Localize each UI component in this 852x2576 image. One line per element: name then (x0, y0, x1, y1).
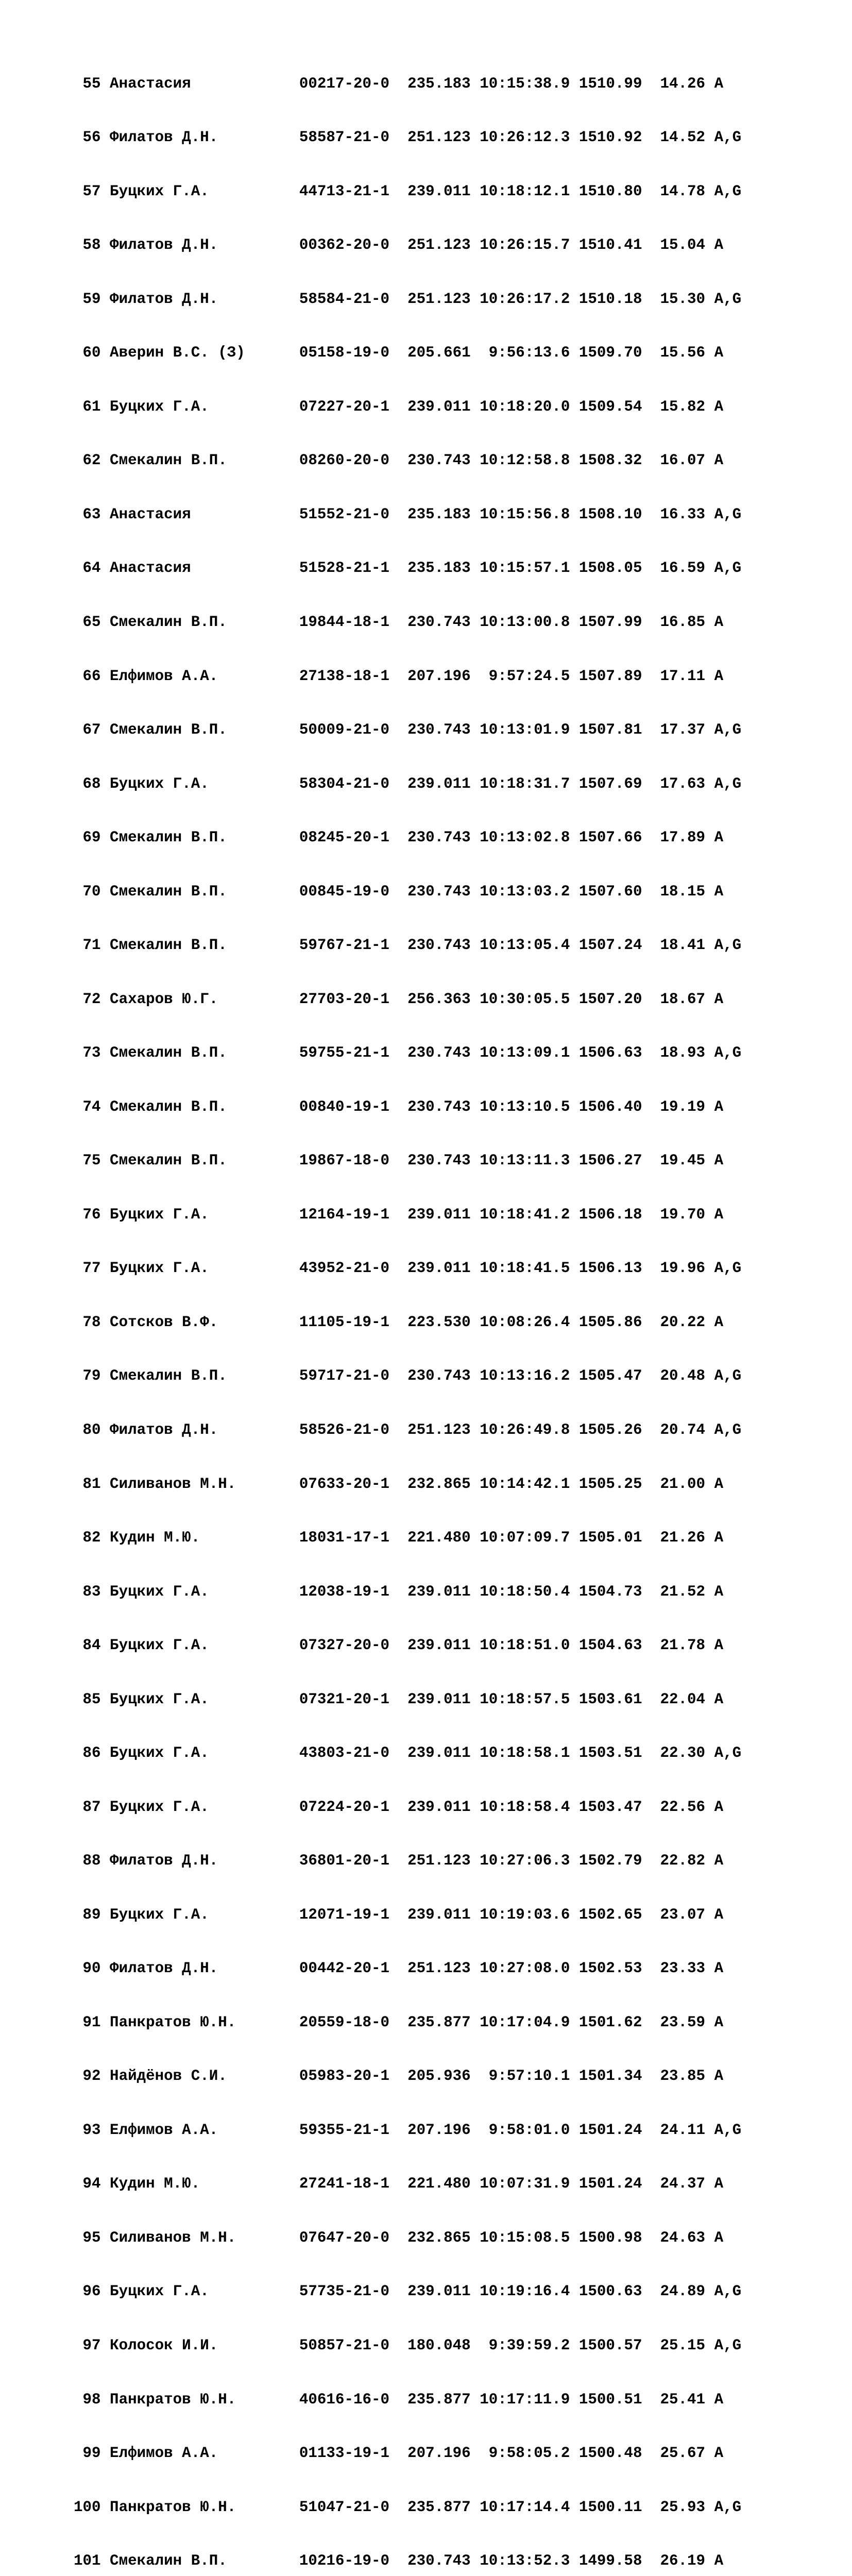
table-row: 77 Буцких Г.А. 43952-21-0 239.011 10:18:41.5 1506.13 19.96 A,G (74, 1260, 742, 1277)
table-row: 72 Сахаров Ю.Г. 27703-20-1 256.363 10:30:05.5 1507.20 18.67 A (74, 990, 724, 1008)
table-row: 84 Буцких Г.А. 07327-20-0 239.011 10:18:51.0 1504.63 21.78 A (74, 1637, 724, 1654)
table-row: 57 Буцких Г.А. 44713-21-1 239.011 10:18:12.1 1510.80 14.78 A,G (74, 182, 742, 200)
table-row: 95 Силиванов М.Н. 07647-20-0 232.865 10:15:08.5 1500.98 24.63 A (74, 2229, 724, 2246)
table-row: 94 Кудин М.Ю. 27241-18-1 221.480 10:07:31.9 1501.24 24.37 A (74, 2175, 724, 2193)
table-row: 101 Смекалин В.П. 10216-19-0 230.743 10:13:52.3 1499.58 26.19 A (74, 2552, 724, 2570)
table-row: 97 Колосок И.И. 50857-21-0 180.048 9:39:59.2 1500.57 25.15 A,G (74, 2337, 742, 2354)
table-row: 85 Буцких Г.А. 07321-20-1 239.011 10:18:57.5 1503.61 22.04 A (74, 1690, 724, 1708)
table-row: 78 Сотсков В.Ф. 11105-19-1 223.530 10:08:26.4 1505.86 20.22 A (74, 1313, 724, 1331)
table-row: 100 Панкратов Ю.Н. 51047-21-0 235.877 10:17:14.4 1500.11 25.93 A,G (74, 2498, 742, 2516)
table-row: 74 Смекалин В.П. 00840-19-1 230.743 10:13:10.5 1506.40 19.19 A (74, 1098, 724, 1115)
table-row: 69 Смекалин В.П. 08245-20-1 230.743 10:13:02.8 1507.66 17.89 A (74, 829, 724, 846)
table-row: 83 Буцких Г.А. 12038-19-1 239.011 10:18:50.4 1504.73 21.52 A (74, 1583, 724, 1600)
table-row: 60 Аверин В.С. (З) 05158-19-0 205.661 9:56:13.6 1509.70 15.56 A (74, 344, 724, 362)
table-row: 87 Буцких Г.А. 07224-20-1 239.011 10:18:58.4 1503.47 22.56 A (74, 1798, 724, 1816)
table-row: 61 Буцких Г.А. 07227-20-1 239.011 10:18:20.0 1509.54 15.82 A (74, 398, 724, 415)
table-row: 96 Буцких Г.А. 57735-21-0 239.011 10:19:16.4 1500.63 24.89 A,G (74, 2283, 742, 2300)
table-row: 92 Найдёнов С.И. 05983-20-1 205.936 9:57:10.1 1501.34 23.85 A (74, 2067, 724, 2085)
table-row: 81 Силиванов М.Н. 07633-20-1 232.865 10:14:42.1 1505.25 21.00 A (74, 1475, 724, 1493)
table-row: 80 Филатов Д.Н. 58526-21-0 251.123 10:26:49.8 1505.26 20.74 A,G (74, 1421, 742, 1438)
table-row: 89 Буцких Г.А. 12071-19-1 239.011 10:19:03.6 1502.65 23.07 A (74, 1906, 724, 1923)
table-row: 65 Смекалин В.П. 19844-18-1 230.743 10:13:00.8 1507.99 16.85 A (74, 614, 724, 631)
table-row: 88 Филатов Д.Н. 36801-20-1 251.123 10:27:06.3 1502.79 22.82 A (74, 1852, 724, 1870)
table-row: 66 Елфимов А.А. 27138-18-1 207.196 9:57:24.5 1507.89 17.11 A (74, 667, 724, 685)
table-row: 67 Смекалин В.П. 50009-21-0 230.743 10:13:01.9 1507.81 17.37 A,G (74, 721, 742, 739)
table-row: 63 Анастасия 51552-21-0 235.183 10:15:56.8 1508.10 16.33 A,G (74, 505, 742, 523)
table-row: 55 Анастасия 00217-20-0 235.183 10:15:38.9 1510.99 14.26 A (74, 75, 724, 92)
table-row: 91 Панкратов Ю.Н. 20559-18-0 235.877 10:17:04.9 1501.62 23.59 A (74, 2013, 724, 2031)
table-row: 90 Филатов Д.Н. 00442-20-1 251.123 10:27:08.0 1502.53 23.33 A (74, 1960, 724, 1977)
table-row: 73 Смекалин В.П. 59755-21-1 230.743 10:13:09.1 1506.63 18.93 A,G (74, 1044, 742, 1062)
table-row: 75 Смекалин В.П. 19867-18-0 230.743 10:13:11.3 1506.27 19.45 A (74, 1152, 724, 1170)
results-table (74, 39, 741, 2576)
table-row: 76 Буцких Г.А. 12164-19-1 239.011 10:18:41.2 1506.18 19.70 A (74, 1206, 724, 1223)
table-row: 82 Кудин М.Ю. 18031-17-1 221.480 10:07:09.7 1505.01 21.26 A (74, 1529, 724, 1547)
table-row: 59 Филатов Д.Н. 58584-21-0 251.123 10:26:17.2 1510.18 15.30 A,G (74, 290, 742, 308)
table-row: 70 Смекалин В.П. 00845-19-0 230.743 10:13:03.2 1507.60 18.15 A (74, 883, 724, 900)
table-row: 58 Филатов Д.Н. 00362-20-0 251.123 10:26:15.7 1510.41 15.04 A (74, 236, 724, 254)
table-row: 93 Елфимов А.А. 59355-21-1 207.196 9:58:01.0 1501.24 24.11 A,G (74, 2121, 742, 2139)
table-row: 99 Елфимов А.А. 01133-19-1 207.196 9:58:05.2 1500.48 25.67 A (74, 2445, 724, 2462)
table-row: 71 Смекалин В.П. 59767-21-1 230.743 10:13:05.4 1507.24 18.41 A,G (74, 937, 742, 954)
table-row: 68 Буцких Г.А. 58304-21-0 239.011 10:18:31.7 1507.69 17.63 A,G (74, 775, 742, 792)
table-row: 56 Филатов Д.Н. 58587-21-0 251.123 10:26:12.3 1510.92 14.52 A,G (74, 129, 742, 146)
table-row: 86 Буцких Г.А. 43803-21-0 239.011 10:18:58.1 1503.51 22.30 A,G (74, 1744, 742, 1762)
table-row: 62 Смекалин В.П. 08260-20-0 230.743 10:12:58.8 1508.32 16.07 A (74, 452, 724, 469)
table-row: 64 Анастасия 51528-21-1 235.183 10:15:57.1 1508.05 16.59 A,G (74, 560, 742, 577)
table-row: 79 Смекалин В.П. 59717-21-0 230.743 10:13:16.2 1505.47 20.48 A,G (74, 1367, 742, 1385)
table-row: 98 Панкратов Ю.Н. 40616-16-0 235.877 10:17:11.9 1500.51 25.41 A (74, 2391, 724, 2408)
